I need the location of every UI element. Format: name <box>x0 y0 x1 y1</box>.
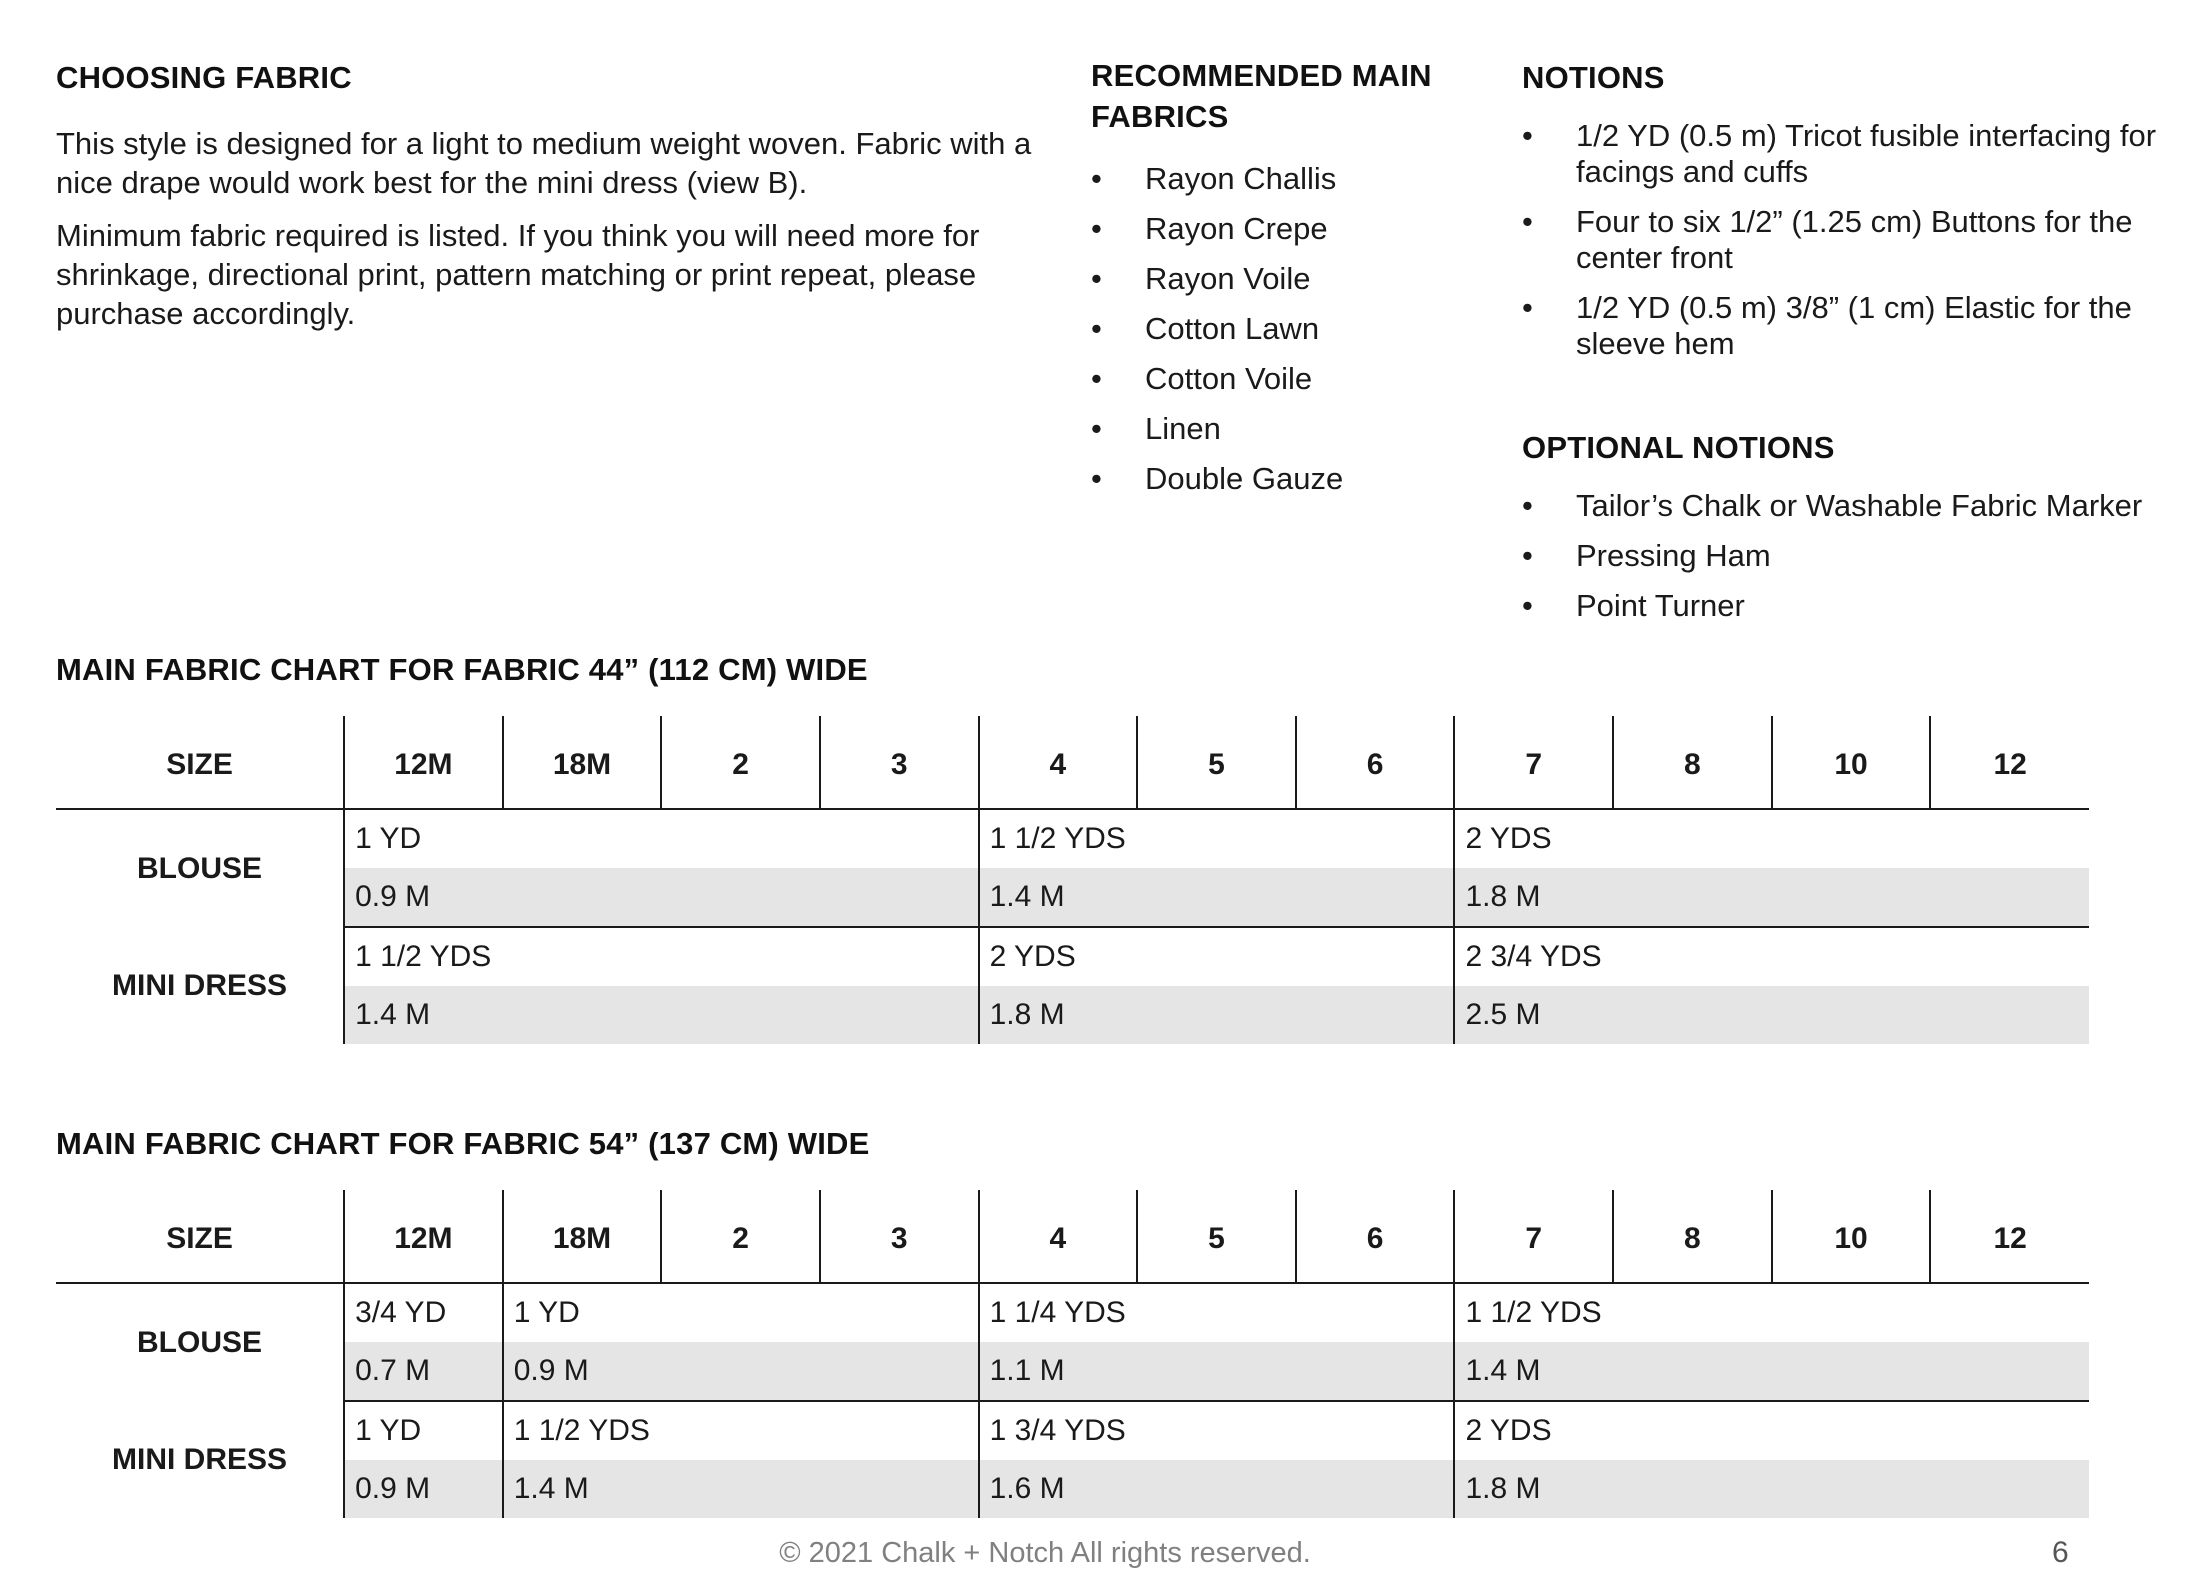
table-cell: 1 1/4 YDS <box>979 1283 1455 1342</box>
table-cell: 0.9 M <box>344 1460 503 1518</box>
table-cell: 3/4 YD <box>344 1283 503 1342</box>
mini-dress-meters-row <box>56 1460 2089 1518</box>
fabric-chart-54 <box>56 1190 2089 1518</box>
table-cell: 1.6 M <box>979 1460 1455 1518</box>
notion-item: • 1/2 YD (0.5 m) 3/8” (1 cm) Elastic for the sleeve hem <box>1522 290 2132 361</box>
table-cell: 2 YDS <box>1454 1401 2089 1460</box>
size-col-header: 4 <box>979 716 1138 809</box>
table-cell: 1 YD <box>344 809 979 868</box>
bullet-icon: • <box>1522 118 1533 153</box>
size-col-header: 18M <box>503 1190 662 1283</box>
notion-item: • Four to six 1/2” (1.25 cm) Buttons for the center front <box>1522 204 2133 275</box>
table-cell: 2 YDS <box>979 927 1455 986</box>
size-col-header: 12M <box>344 1190 503 1283</box>
choosing-fabric-paragraph-2: Minimum fabric required is listed. If you think you will need more for shrinkage, directional print, pattern matching or print repeat, please purchase accordingly. <box>56 218 980 331</box>
optional-notion-item: • Pressing Ham <box>1522 538 1771 573</box>
table-cell: 1.4 M <box>503 1460 979 1518</box>
size-col-header: 3 <box>820 1190 979 1283</box>
size-header: SIZE <box>56 1190 344 1283</box>
size-col-header: 5 <box>1137 1190 1296 1283</box>
fabric-item: • Double Gauze <box>1091 461 1344 496</box>
table-cell: 0.9 M <box>344 868 979 927</box>
bullet-icon: • <box>1522 204 1533 239</box>
size-col-header: 5 <box>1137 716 1296 809</box>
notion-item: • 1/2 YD (0.5 m) Tricot fusible interfacing for facings and cuffs <box>1522 118 2157 189</box>
bullet-icon: • <box>1091 361 1102 396</box>
table-cell: 0.9 M <box>503 1342 979 1401</box>
size-col-header: 3 <box>820 716 979 809</box>
fabric-item: • Cotton Voile <box>1091 361 1313 396</box>
size-col-header: 8 <box>1613 1190 1772 1283</box>
recommended-fabrics-list <box>1091 161 1491 497</box>
table-cell: 1 YD <box>344 1401 503 1460</box>
size-header: SIZE <box>56 716 344 809</box>
blouse-yards-row <box>56 1283 2089 1342</box>
recommended-fabrics-section <box>1091 60 1491 511</box>
table-cell: 1.4 M <box>979 868 1455 927</box>
table-cell: 1 1/2 YDS <box>979 809 1455 868</box>
table-cell: 1 3/4 YDS <box>979 1401 1455 1460</box>
size-col-header: 10 <box>1772 716 1931 809</box>
optional-notions-section <box>1522 430 2172 638</box>
bullet-icon: • <box>1522 290 1533 325</box>
blouse-meters-row <box>56 1342 2089 1401</box>
chart-54-table-wrap <box>56 1190 2089 1518</box>
size-col-header: 10 <box>1772 1190 1931 1283</box>
table-cell: 2 3/4 YDS <box>1454 927 2089 986</box>
size-col-header: 6 <box>1296 1190 1455 1283</box>
header-row <box>56 1190 2089 1283</box>
header-row <box>56 716 2089 809</box>
row-label-mini-dress: MINI DRESS <box>56 1401 344 1518</box>
size-col-header: 6 <box>1296 716 1455 809</box>
choosing-fabric-title: CHOOSING FABRIC <box>56 60 352 95</box>
bullet-icon: • <box>1091 161 1102 196</box>
table-cell: 2 YDS <box>1454 809 2089 868</box>
bullet-icon: • <box>1091 261 1102 296</box>
fabric-item: • Rayon Crepe <box>1091 211 1328 246</box>
size-col-header: 7 <box>1454 716 1613 809</box>
row-label-blouse: BLOUSE <box>56 809 344 927</box>
size-col-header: 8 <box>1613 716 1772 809</box>
table-cell: 1 1/2 YDS <box>503 1401 979 1460</box>
optional-notions-title: OPTIONAL NOTIONS <box>1522 430 1835 465</box>
notions-section <box>1522 60 2172 376</box>
fabric-item: • Rayon Voile <box>1091 261 1311 296</box>
bullet-icon: • <box>1091 411 1102 446</box>
table-cell: 1.8 M <box>979 986 1455 1044</box>
table-cell: 2.5 M <box>1454 986 2089 1044</box>
fabric-item: • Cotton Lawn <box>1091 311 1320 346</box>
size-col-header: 12M <box>344 716 503 809</box>
row-label-mini-dress: MINI DRESS <box>56 927 344 1044</box>
table-cell: 1 1/2 YDS <box>344 927 979 986</box>
bullet-icon: • <box>1091 311 1102 346</box>
bullet-icon: • <box>1522 488 1533 523</box>
size-col-header: 12 <box>1930 716 2089 809</box>
table-cell: 0.7 M <box>344 1342 503 1401</box>
choosing-fabric-section <box>56 60 1041 333</box>
notions-list <box>1522 118 2172 362</box>
bullet-icon: • <box>1091 211 1102 246</box>
fabric-item: • Linen <box>1091 411 1221 446</box>
mini-dress-yards-row <box>56 927 2089 986</box>
bullet-icon: • <box>1522 588 1533 623</box>
blouse-meters-row <box>56 868 2089 927</box>
table-cell: 1.4 M <box>344 986 979 1044</box>
size-col-header: 7 <box>1454 1190 1613 1283</box>
size-col-header: 2 <box>661 1190 820 1283</box>
table-cell: 1 YD <box>503 1283 979 1342</box>
table-cell: 1.1 M <box>979 1342 1455 1401</box>
recommended-fabrics-title: RECOMMENDED MAIN FABRICS <box>1091 58 1432 134</box>
chart-54-title: MAIN FABRIC CHART FOR FABRIC 54” (137 CM) WIDE <box>56 1126 870 1161</box>
table-cell: 1.8 M <box>1454 868 2089 927</box>
blouse-yards-row <box>56 809 2089 868</box>
size-col-header: 2 <box>661 716 820 809</box>
table-cell: 1 1/2 YDS <box>1454 1283 2089 1342</box>
notions-title: NOTIONS <box>1522 60 1665 95</box>
chart-44-title: MAIN FABRIC CHART FOR FABRIC 44” (112 CM) WIDE <box>56 652 868 687</box>
mini-dress-yards-row <box>56 1401 2089 1460</box>
table-cell: 1.8 M <box>1454 1460 2089 1518</box>
optional-notions-list <box>1522 488 2172 624</box>
bullet-icon: • <box>1091 461 1102 496</box>
row-label-blouse: BLOUSE <box>56 1283 344 1401</box>
optional-notion-item: • Tailor’s Chalk or Washable Fabric Marker <box>1522 488 2143 523</box>
fabric-chart-44 <box>56 716 2089 1044</box>
fabric-item: • Rayon Challis <box>1091 161 1337 196</box>
optional-notion-item: • Point Turner <box>1522 588 1745 623</box>
copyright-footer: © 2021 Chalk + Notch All rights reserved. <box>779 1537 1311 1569</box>
table-cell: 1.4 M <box>1454 1342 2089 1401</box>
bullet-icon: • <box>1522 538 1533 573</box>
choosing-fabric-paragraph-1: This style is designed for a light to medium weight woven. Fabric with a nice drape would work best for the mini dress (view B). <box>56 126 1032 200</box>
page-number: 6 <box>2052 1536 2069 1569</box>
size-col-header: 18M <box>503 716 662 809</box>
chart-44-table-wrap <box>56 716 2089 1044</box>
size-col-header: 4 <box>979 1190 1138 1283</box>
size-col-header: 12 <box>1930 1190 2089 1283</box>
mini-dress-meters-row <box>56 986 2089 1044</box>
